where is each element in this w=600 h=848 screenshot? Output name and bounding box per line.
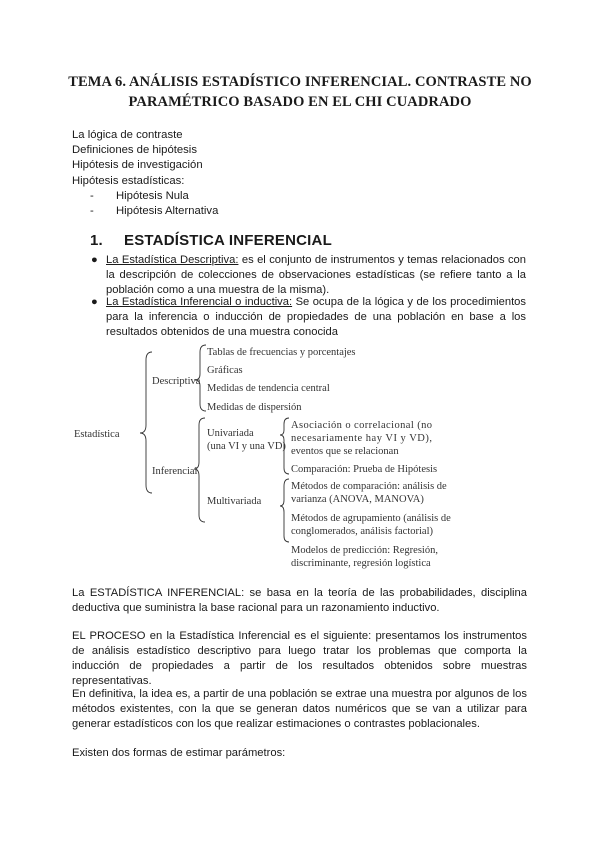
paragraph: La ESTADÍSTICA INFERENCIAL: se basa en la teoría de las probabilidades, disciplina deductiva que suministra la base racional para un razonamiento inductivo. — [72, 587, 527, 614]
topic-item: Hipótesis de investigación — [72, 159, 203, 172]
diagram-item: necesariamente hay VI y VD), — [291, 433, 432, 444]
section-number: 1. — [90, 232, 103, 249]
bullet-term: La Estadística Inferencial o inductiva: — [106, 296, 293, 308]
section-title: ESTADÍSTICA INFERENCIAL — [124, 232, 332, 249]
paragraph: En definitiva, la idea es, a partir de una población se extrae una muestra por algunos de los métodos existentes, con la que se generan datos numéricos que se van a utilizar para generar estadísticos con los que realizar estimaciones o contrastes poblacionales. — [72, 688, 527, 730]
topic-item: Definiciones de hipótesis — [72, 144, 197, 157]
dash-marker: - — [90, 205, 94, 218]
bullet-text: es el conjunto de instrumentos y temas relacionados con la descripción de colecciones de observaciones estadísticas (se refiere tanto a la población como a una muestra de la misma). — [106, 254, 526, 296]
diagram-item: conglomerados, análisis factorial) — [291, 526, 433, 537]
paragraph: EL PROCESO en la Estadística Inferencial es el siguiente: presentamos los instrumentos de análisis estadístico descriptivo para luego tratar los problemas que comporta la inducción de propiedades a partir de los resultados obtenidos sobre muestras representativas. — [72, 630, 527, 687]
diagram-item: Medidas de dispersión — [207, 402, 302, 413]
title-line-2: PARAMÉTRICO BASADO EN EL CHI CUADRADO — [128, 94, 472, 110]
bullet-term: La Estadística Descriptiva: — [106, 254, 239, 266]
bullet-icon: ● — [91, 254, 98, 266]
subitem-label: Hipótesis Nula — [116, 189, 189, 202]
diagram-item: Modelos de predicción: Regresión, — [291, 545, 438, 556]
bullet-text: Se ocupa de la lógica y de los procedimientos para la inferencia o inducción de propiedades de una población en base a los resultados obtenidos de una muestra conocida — [106, 296, 526, 338]
diagram-item: eventos que se relacionan — [291, 446, 399, 457]
diagram-inferencial-label: Inferencial — [152, 466, 198, 477]
brace-root — [140, 352, 152, 493]
diagram-item: Métodos de comparación: análisis de — [291, 481, 447, 492]
diagram-descriptiva-label: Descriptiva — [152, 376, 201, 387]
brace-multivariada — [280, 479, 289, 542]
diagram-univariada-sublabel: (una VI y una VD) — [207, 441, 286, 452]
diagram-univariada-label: Univariada — [207, 428, 254, 439]
diagram-item: Comparación: Prueba de Hipótesis — [291, 464, 438, 475]
diagram-item: Medidas de tendencia central — [207, 383, 330, 394]
diagram-item: Métodos de agrupamiento (análisis de — [291, 513, 451, 524]
diagram-item: Asociación o correlacional (no — [291, 420, 432, 431]
dash-marker: - — [90, 189, 94, 202]
diagram-item: varianza (ANOVA, MANOVA) — [291, 494, 424, 505]
paragraph: Existen dos formas de estimar parámetros: — [72, 747, 286, 759]
bullet-icon: ● — [91, 296, 98, 308]
diagram-root-label: Estadística — [74, 429, 120, 440]
title-line-1: TEMA 6. ANÁLISIS ESTADÍSTICO INFERENCIAL. CONTRASTE NO — [68, 74, 532, 90]
diagram-multivariada-label: Multivariada — [207, 496, 262, 507]
topic-item: Hipótesis estadísticas: — [72, 174, 185, 187]
topic-item: La lógica de contraste — [72, 129, 183, 141]
diagram-item: Tablas de frecuencias y porcentajes — [207, 347, 356, 358]
diagram-item: Gráficas — [207, 365, 243, 376]
diagram-item: discriminante, regresión logística — [291, 558, 431, 569]
subitem-label: Hipótesis Alternativa — [116, 205, 219, 218]
